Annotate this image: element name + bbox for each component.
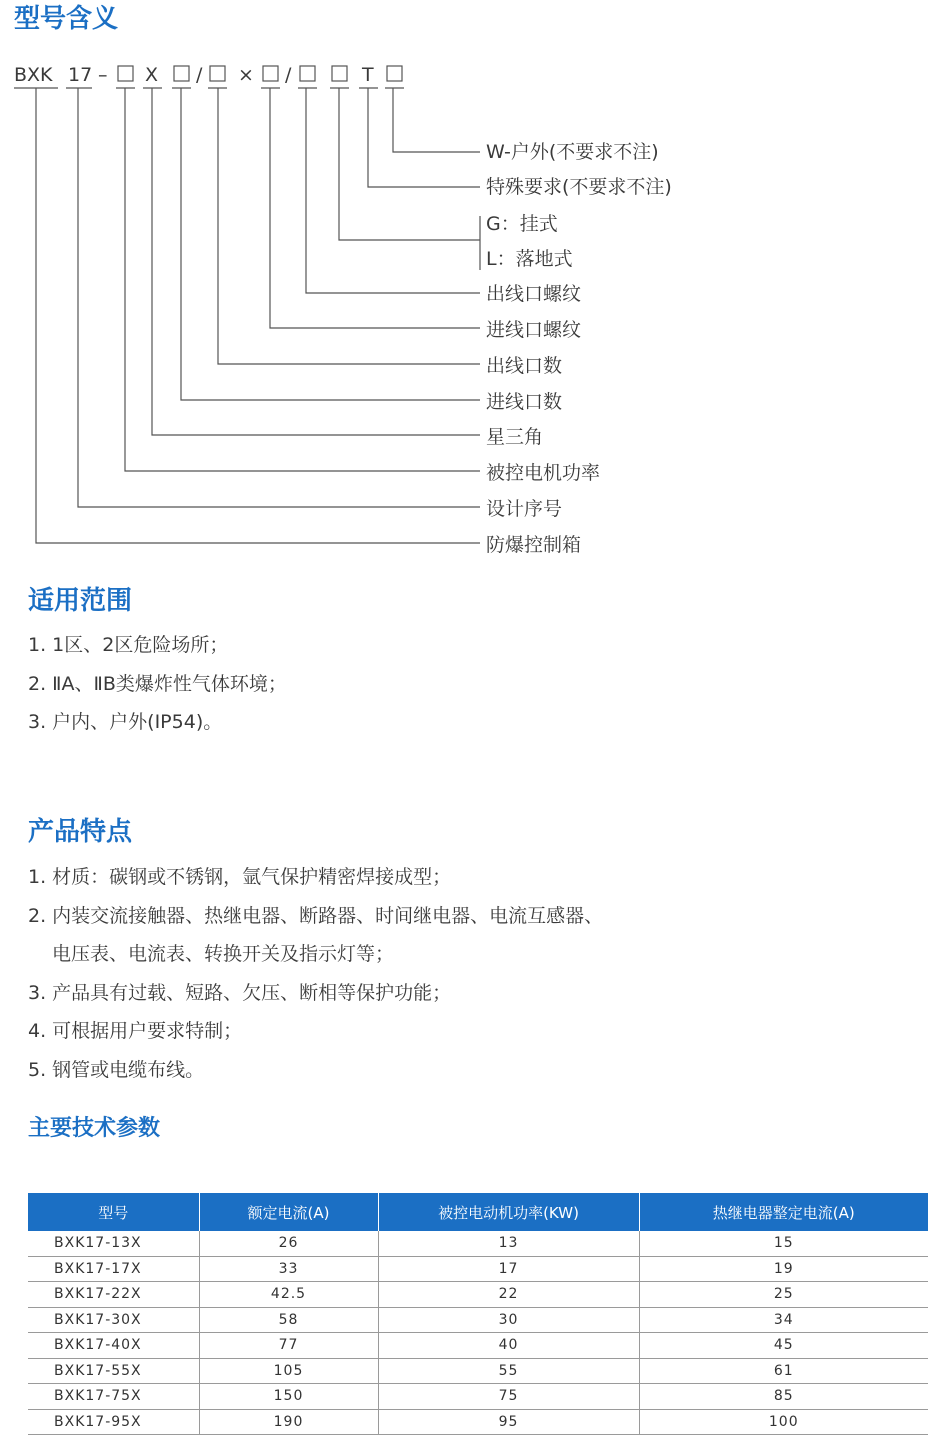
table-cell: 77: [199, 1333, 378, 1359]
table-cell: 40: [378, 1333, 639, 1359]
list-item: 2. ⅡA、ⅡB类爆炸性气体环境；: [28, 672, 287, 695]
table-row: [28, 1409, 928, 1435]
table-cell: 15: [639, 1231, 928, 1256]
section-title-params: 主要技术参数: [28, 1116, 161, 1141]
header-motor-power: 被控电动机功率(KW): [378, 1193, 639, 1231]
header-model: 型号: [28, 1193, 199, 1231]
section-title-features: 产品特点: [28, 817, 133, 847]
table-cell: 25: [639, 1282, 928, 1308]
list-item-continuation: 电压表、电流表、转换开关及指示灯等；: [52, 943, 395, 965]
params-table: [28, 1193, 928, 1435]
table-row: [28, 1231, 928, 1256]
table-cell: BXK17-40X: [28, 1333, 199, 1359]
table-cell: BXK17-75X: [28, 1384, 199, 1410]
label-inlet-count: 进线口数: [486, 391, 563, 413]
table-cell: 150: [199, 1384, 378, 1410]
table-row: [28, 1333, 928, 1359]
features-list: [28, 858, 603, 1089]
list-item: 1. 1区、2区危险场所；: [28, 634, 229, 656]
table-cell: 33: [199, 1256, 378, 1282]
table-cell: 95: [378, 1409, 639, 1435]
code-box-outlet-count: [210, 66, 225, 81]
code-slash-1: /: [196, 64, 203, 86]
table-row: [28, 1282, 928, 1308]
code-times: ×: [238, 64, 254, 86]
table-cell: 100: [639, 1409, 928, 1435]
label-outlet-count: 出线口数: [486, 355, 563, 377]
table-cell: 34: [639, 1307, 928, 1333]
code-box-power: [118, 66, 133, 81]
table-cell: 105: [199, 1358, 378, 1384]
table-cell: 45: [639, 1333, 928, 1359]
list-item: 5. 钢管或电缆布线。: [28, 1058, 205, 1081]
code-box-mount: [332, 66, 347, 81]
table-cell: BXK17-55X: [28, 1358, 199, 1384]
table-row: [28, 1307, 928, 1333]
label-design-no: 设计序号: [486, 498, 563, 520]
table-cell: 75: [378, 1384, 639, 1410]
table-cell: 85: [639, 1384, 928, 1410]
label-floor-mount: L：落地式: [486, 248, 573, 270]
table-cell: BXK17-95X: [28, 1409, 199, 1435]
code-slash-2: /: [285, 64, 292, 86]
code-box-inlet-thread: [263, 66, 278, 81]
code-bxk: BXK: [14, 64, 53, 86]
table-cell: 30: [378, 1307, 639, 1333]
table-cell: BXK17-30X: [28, 1307, 199, 1333]
label-outdoor: W-户外(不要求不注): [486, 141, 659, 163]
leader-lines: [36, 88, 480, 543]
code-design-no: 17: [68, 64, 93, 86]
label-motor-power: 被控电机功率: [486, 462, 601, 484]
table-header-row: [28, 1193, 928, 1231]
label-outlet-thread: 出线口螺纹: [486, 283, 582, 305]
list-item: 3. 户内、户外(IP54)。: [28, 711, 223, 733]
table-cell: 61: [639, 1358, 928, 1384]
table-cell: 17: [378, 1256, 639, 1282]
table-row: [28, 1384, 928, 1410]
label-wall-mount: G：挂式: [486, 213, 558, 235]
table-cell: BXK17-22X: [28, 1282, 199, 1308]
model-code-diagram: [0, 50, 928, 570]
table-cell: 190: [199, 1409, 378, 1435]
label-control-box: 防爆控制箱: [486, 534, 582, 556]
label-star-delta: 星三角: [486, 426, 544, 448]
list-item: 2. 内装交流接触器、热继电器、断路器、时间继电器、电流互感器、: [28, 904, 604, 927]
table-cell: 55: [378, 1358, 639, 1384]
table-row: [28, 1256, 928, 1282]
table-cell: 26: [199, 1231, 378, 1256]
label-special: 特殊要求(不要求不注): [486, 176, 672, 198]
section-title-model: 型号含义: [14, 4, 119, 34]
table-cell: 22: [378, 1282, 639, 1308]
table-cell: BXK17-13X: [28, 1231, 199, 1256]
scope-list: [28, 626, 287, 742]
header-rated-current: 额定电流(A): [199, 1193, 378, 1231]
list-item: 3. 产品具有过载、短路、欠压、断相等保护功能；: [28, 981, 452, 1004]
code-star-delta: X: [145, 64, 159, 86]
table-cell: 42.5: [199, 1282, 378, 1308]
code-box-inlet-count: [174, 66, 189, 81]
code-t: T: [362, 64, 374, 86]
code-box-outlet-thread: [300, 66, 315, 81]
code-box-outdoor: [387, 66, 402, 81]
list-item: 1. 材质：碳钢或不锈钢，氩气保护精密焊接成型；: [28, 866, 452, 888]
section-title-scope: 适用范围: [28, 586, 133, 616]
table-cell: 58: [199, 1307, 378, 1333]
table-cell: BXK17-17X: [28, 1256, 199, 1282]
table-row: [28, 1358, 928, 1384]
label-inlet-thread: 进线口螺纹: [486, 319, 582, 341]
list-item: 4. 可根据用户要求特制；: [28, 1020, 243, 1042]
table-cell: 19: [639, 1256, 928, 1282]
table-cell: 13: [378, 1231, 639, 1256]
header-relay-setting: 热继电器整定电流(A): [639, 1193, 928, 1231]
code-dash: –: [98, 64, 108, 86]
